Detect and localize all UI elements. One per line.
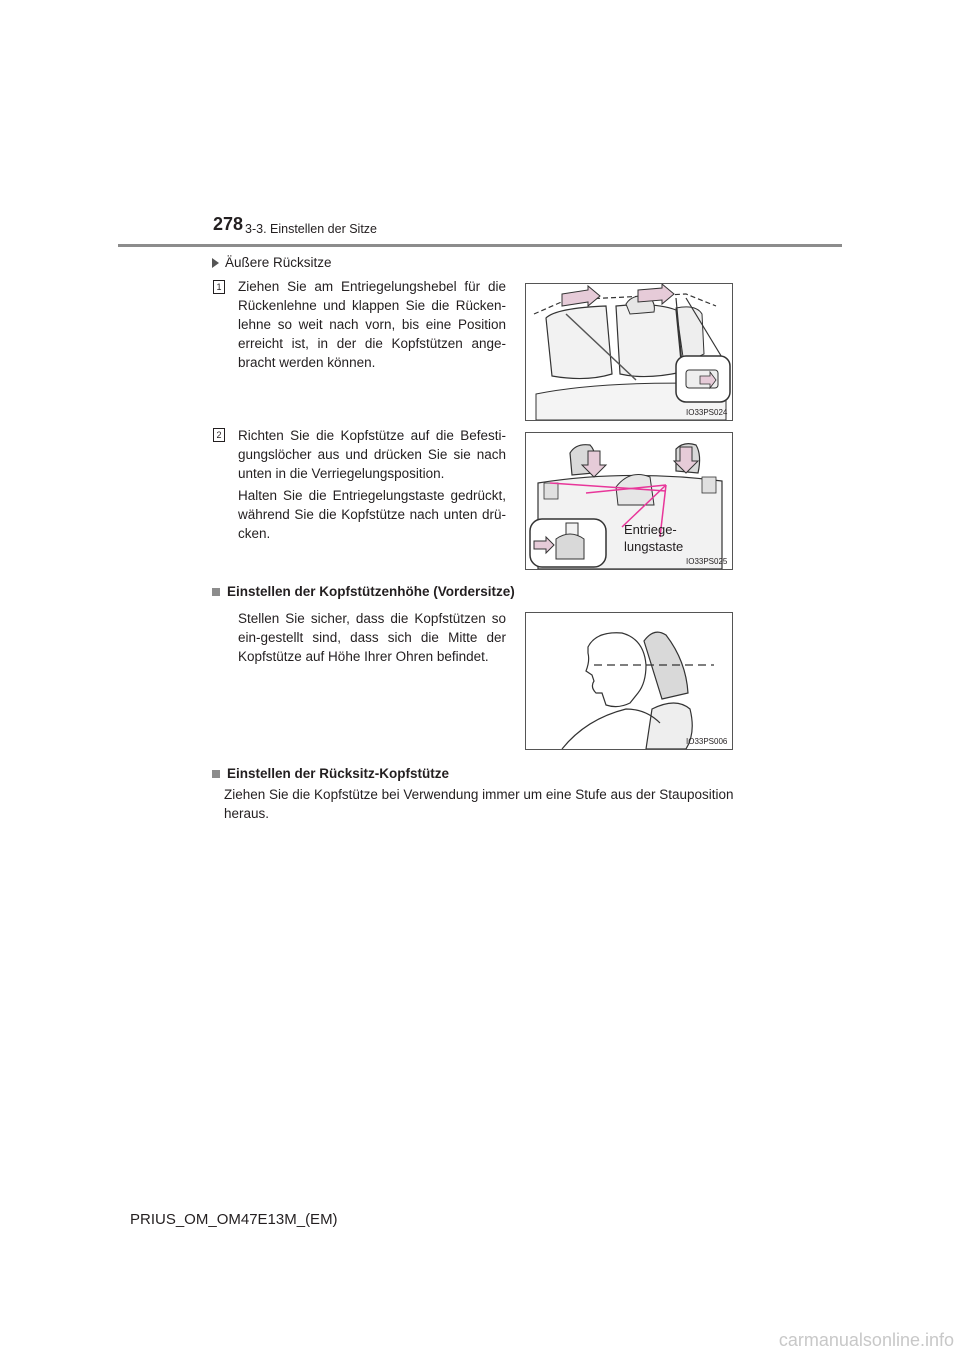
header-divider bbox=[118, 244, 842, 247]
step2-text-2: Halten Sie die Entriegelungstaste gedrückt, während Sie die Kopfstütze nach unten drü-cken. bbox=[238, 488, 506, 541]
heading-rear-headrest bbox=[212, 766, 449, 781]
triangle-bullet-icon bbox=[212, 258, 219, 268]
figure-code: IO33PS024 bbox=[686, 408, 728, 417]
figure-headrest-install bbox=[525, 432, 733, 570]
head-position-illustration bbox=[526, 613, 732, 749]
section-title: 3-3. Einstellen der Sitze bbox=[245, 222, 378, 236]
figure-headrest-height bbox=[525, 612, 733, 750]
watermark: carmanualsonline.info bbox=[778, 1330, 954, 1350]
rear-headrest-text: Ziehen Sie die Kopfstütze bei Verwendung immer um eine Stufe aus der Stauposition heraus. bbox=[224, 787, 734, 821]
page-number: 278 bbox=[213, 214, 244, 234]
step1-text: Ziehen Sie am Entriegelungshebel für die Rückenlehne und klappen Sie die Rücken-lehne so weit nach vorn, bis eine Position erreicht ist, in der die Kopfstützen ange-bracht werden können. bbox=[238, 279, 506, 370]
callout-line-2: lungstaste bbox=[624, 539, 684, 554]
figure-code: IO33PS006 bbox=[686, 737, 728, 746]
square-bullet-icon bbox=[212, 770, 220, 778]
step-number-2: 2 bbox=[213, 428, 225, 442]
release-button-callout bbox=[624, 521, 683, 555]
document-code: PRIUS_OM_OM47E13M_(EM) bbox=[130, 1211, 338, 1228]
figure-code: IO33PS025 bbox=[686, 557, 728, 566]
step-number-1: 1 bbox=[213, 280, 225, 294]
step2-text-1: Richten Sie die Kopfstütze auf die Befesti-gungslöcher aus und drücken Sie sie nach unten in die Verriegelungsposition. bbox=[238, 428, 506, 481]
rear-seat-fold-illustration bbox=[526, 284, 732, 420]
front-height-text: Stellen Sie sicher, dass die Kopfstützen so ein-gestellt sind, dass sich die Mitte der Kopfstütze auf Höhe Ihrer Ohren befindet. bbox=[238, 611, 506, 664]
heading-text: Einstellen der Kopfstützenhöhe (Vordersitze) bbox=[227, 584, 515, 599]
heading-text: Einstellen der Rücksitz-Kopfstütze bbox=[227, 766, 450, 781]
subsection-rear-outer bbox=[212, 255, 332, 270]
callout-line-1: Entriege- bbox=[624, 522, 677, 537]
heading-front-headrest-height bbox=[212, 584, 515, 599]
square-bullet-icon bbox=[212, 588, 220, 596]
figure-rear-seat-fold bbox=[525, 283, 733, 421]
subsection-title: Äußere Rücksitze bbox=[225, 255, 332, 270]
